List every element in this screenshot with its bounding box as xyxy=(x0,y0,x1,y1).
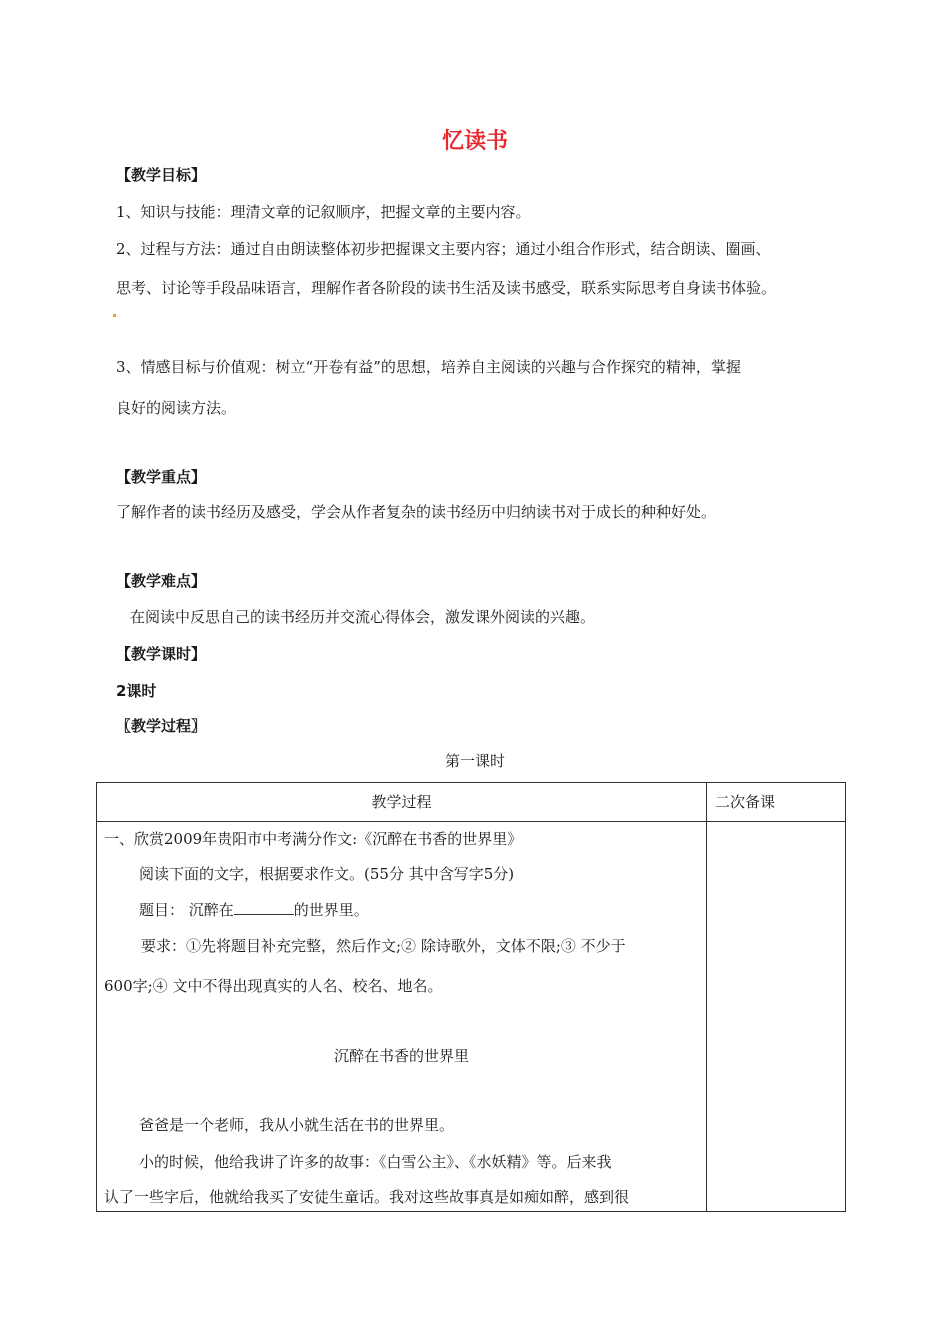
orange-dot-mark xyxy=(113,314,116,317)
table-header-second-prep: 二次备课 xyxy=(715,793,776,811)
difficulties-heading: 【教学难点】 xyxy=(116,572,207,590)
objective-item-2-line-1: 2、过程与方法：通过自由朗读整体初步把握课文主要内容；通过小组合作形式，结合朗读、圈画、 xyxy=(116,240,771,258)
essay-paragraph-1: 爸爸是一个老师，我从小就生活在书的世界里。 xyxy=(139,1116,455,1134)
table-line-1: 一、欣赏2009年贵阳市中考满分作文:《沉醉在书香的世界里》 xyxy=(104,830,523,848)
process-heading: 〖教学过程〗 xyxy=(116,717,207,735)
table-line-4: 要求：①先将题目补充完整，然后作文;② 除诗歌外，文体不限;③ 不少于 xyxy=(141,937,626,955)
objective-item-3-line-2: 良好的阅读方法。 xyxy=(116,399,237,417)
session-title: 第一课时 xyxy=(444,752,505,770)
topic-suffix: 的世界里。 xyxy=(293,901,369,919)
objectives-heading: 【教学目标】 xyxy=(116,166,207,184)
difficulties-text: 在阅读中反思自己的读书经历并交流心得体会，激发课外阅读的兴趣。 xyxy=(130,608,596,626)
objective-item-3-line-1: 3、情感目标与价值观：树立“开卷有益”的思想，培养自主阅读的兴趣与合作探究的精神，掌握 xyxy=(116,358,741,376)
essay-paragraph-2-line-2: 认了一些字后，他就给我买了安徒生童话。我对这些故事真是如痴如醉，感到很 xyxy=(104,1188,630,1206)
table-column-divider xyxy=(706,783,707,1211)
table-line-2: 阅读下面的文字，根据要求作文。(55分 其中含写字5分) xyxy=(139,865,515,883)
essay-title: 沉醉在书香的世界里 xyxy=(333,1047,469,1065)
hours-text: 2课时 xyxy=(116,682,157,700)
document-title: 忆读书 xyxy=(441,129,508,154)
table-line-3 xyxy=(139,899,369,920)
hours-heading: 【教学课时】 xyxy=(116,645,207,663)
table-header-process: 教学过程 xyxy=(371,793,432,811)
table-line-5: 600字;④ 文中不得出现真实的人名、校名、地名。 xyxy=(104,977,443,995)
topic-blank xyxy=(234,900,294,915)
objective-item-2-line-2: 思考、讨论等手段品味语言，理解作者各阶段的读书生活及读书感受，联系实际思考自身读书体验。 xyxy=(116,279,777,297)
essay-paragraph-2-line-1: 小的时候，他给我讲了许多的故事：《白雪公主》、《水妖精》等。后来我 xyxy=(139,1153,612,1171)
topic-prefix: 题目： 沉醉在 xyxy=(139,901,234,919)
table-header-divider xyxy=(97,821,845,822)
key-points-text: 了解作者的读书经历及感受，学会从作者复杂的读书经历中归纳读书对于成长的种种好处。 xyxy=(116,503,717,521)
objective-item-1: 1、知识与技能：理清文章的记叙顺序，把握文章的主要内容。 xyxy=(116,203,531,221)
key-points-heading: 【教学重点】 xyxy=(116,468,207,486)
lesson-table xyxy=(96,782,846,1212)
